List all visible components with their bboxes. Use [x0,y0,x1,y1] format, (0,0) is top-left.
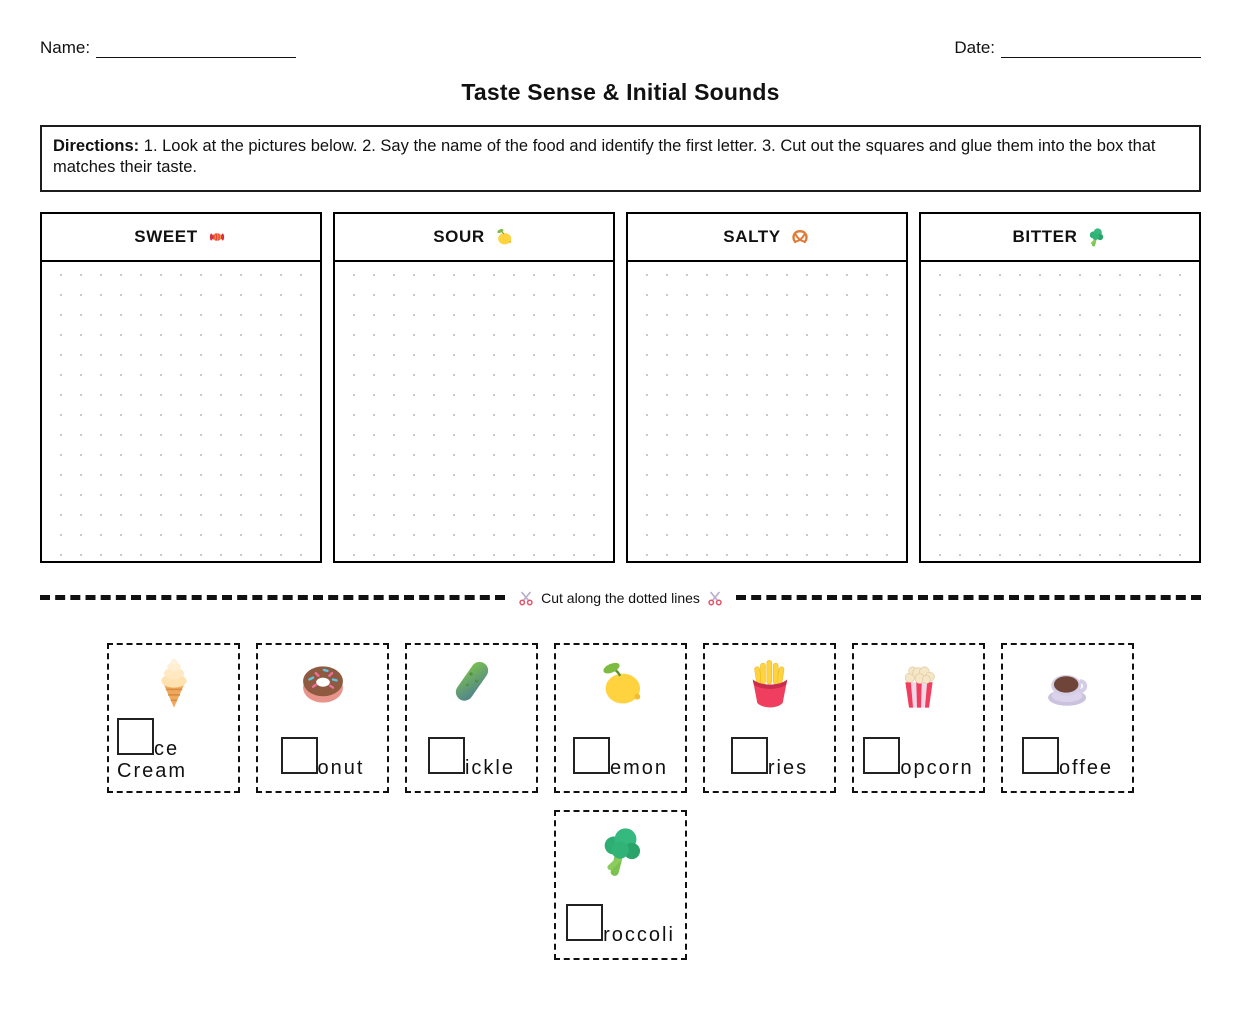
directions-label: Directions: [53,137,140,155]
cutout-cards-row-2 [0,810,1241,960]
card-pickle [405,643,538,793]
letter-box[interactable] [573,737,610,774]
coffee-icon [1039,655,1097,713]
scissors-icon [518,590,534,606]
taste-box-sweet [40,212,322,563]
card-popcorn [852,643,985,793]
taste-box-sweet-glue-area [42,262,320,561]
name-field-group [40,38,296,58]
card-donut [256,643,389,793]
card-word: emon [609,757,669,780]
directions-box [40,125,1201,192]
card-broccoli [554,810,687,960]
card-word: ries [767,757,809,780]
taste-box-salty-label: SALTY [723,226,781,246]
candy-icon [206,226,228,248]
cut-line-dash-left [40,595,505,600]
page-title: Taste Sense & Initial Sounds [461,79,780,105]
ice-cream-icon [145,655,203,713]
letter-box[interactable] [281,737,318,774]
card-fries [703,643,836,793]
card-lemon [554,643,687,793]
name-label: Name: [40,38,91,57]
date-line[interactable] [1001,42,1201,58]
taste-box-sour-label: SOUR [433,226,485,246]
broccoli-icon [1085,226,1107,248]
name-line[interactable] [96,42,296,58]
cut-line-dash-right [736,595,1201,600]
card-word: opcorn [900,757,974,780]
cutout-cards-row [0,643,1241,793]
taste-box-salty-glue-area [628,262,906,561]
card-word: roccoli [603,924,675,947]
taste-box-bitter [919,212,1201,563]
taste-box-sweet-label: SWEET [134,226,198,246]
lemon-icon [592,655,650,713]
taste-box-bitter-glue-area [921,262,1199,561]
lemon-icon [493,226,515,248]
letter-box[interactable] [117,718,154,755]
taste-boxes-row [40,212,1201,563]
card-word: ce Cream [117,737,188,783]
broccoli-icon [592,822,650,880]
scissors-icon [707,590,723,606]
taste-box-bitter-label: BITTER [1012,226,1078,246]
pretzel-icon [789,226,811,248]
name-date-row [0,0,1241,58]
date-field-group [954,38,1201,58]
cut-line-text: Cut along the dotted lines [541,589,700,606]
taste-box-salty [626,212,908,563]
cut-line [40,590,1201,606]
letter-box[interactable] [566,904,603,941]
pickle-icon [443,655,501,713]
date-label: Date: [954,38,995,57]
letter-box[interactable] [428,737,465,774]
card-ice-cream [107,643,240,793]
letter-box[interactable] [1022,737,1059,774]
card-word: onut [317,757,365,780]
directions-text: 1. Look at the pictures below. 2. Say the name of the food and identify the first letter. 3. Cut out the squares and glue them into the box that matches their taste. [53,137,1156,177]
taste-box-sour [333,212,615,563]
fries-icon [741,655,799,713]
donut-icon [294,655,352,713]
taste-box-sour-glue-area [335,262,613,561]
popcorn-icon [890,655,948,713]
card-word: ickle [464,757,515,780]
letter-box[interactable] [863,737,900,774]
card-word: offee [1058,757,1114,780]
card-coffee [1001,643,1134,793]
letter-box[interactable] [731,737,768,774]
